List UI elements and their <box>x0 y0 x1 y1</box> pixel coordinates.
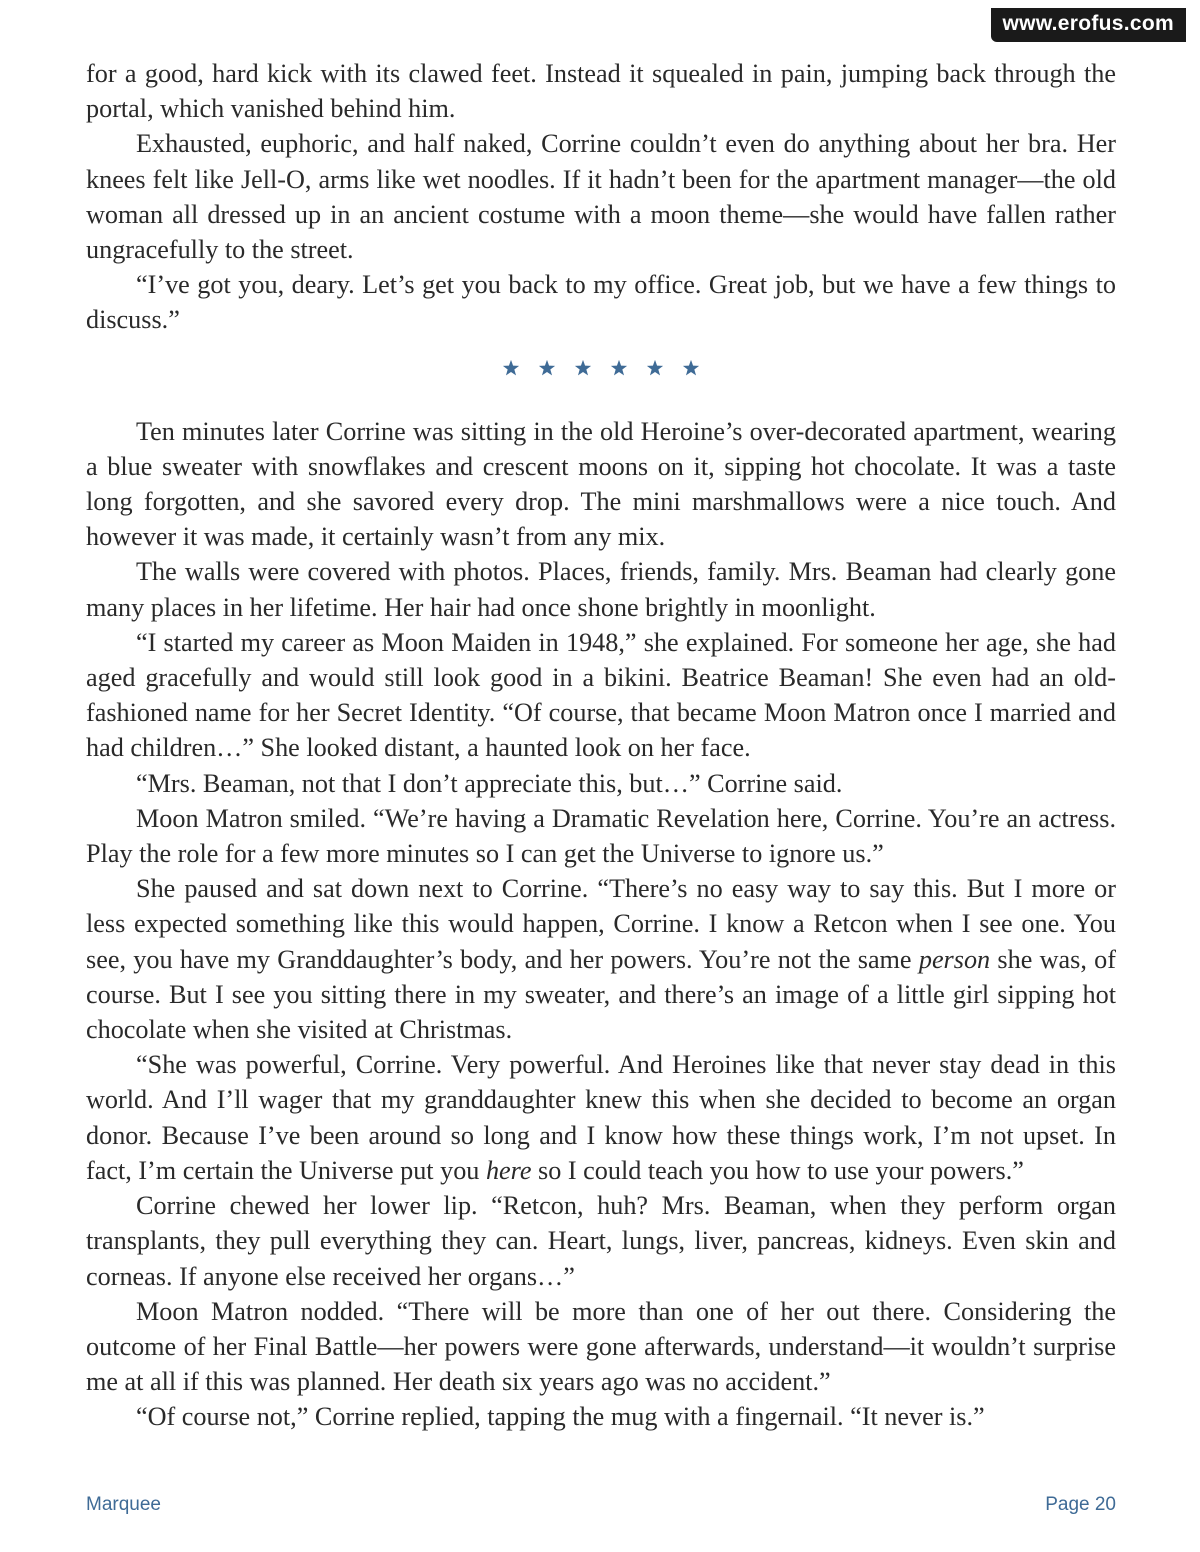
paragraph-text: Exhausted, euphoric, and half naked, Corrine couldn’t even do anything about her bra. Her knees felt like Jell-O, arms like wet noodles. If it hadn’t been for the apartment manager—the old woman all dressed up in an ancient costume with a moon theme—she would have fallen rather ungracefully to the street. <box>86 129 1116 265</box>
paragraph <box>86 126 1116 267</box>
paragraph <box>86 1188 1116 1294</box>
paragraph <box>86 801 1116 871</box>
star-icon <box>646 359 664 377</box>
paragraph <box>86 1399 1116 1434</box>
text-block-top <box>86 56 1116 338</box>
paragraph <box>86 554 1116 624</box>
paragraph-text: “Mrs. Beaman, not that I don’t appreciate this, but…” Corrine said. <box>136 768 843 798</box>
footer-page-number: Page 20 <box>1045 1494 1116 1515</box>
section-divider <box>86 356 1116 380</box>
paragraph <box>86 1294 1116 1400</box>
page-body <box>86 56 1116 1435</box>
paragraph-text: Corrine chewed her lower lip. “Retcon, huh? Mrs. Beaman, when they perform organ transplants, they pull everything they can. Heart, lungs, liver, pancreas, kidneys. Even skin and corneas. If anyone else received her organs…” <box>86 1191 1116 1291</box>
paragraph <box>86 267 1116 337</box>
paragraph-text: for a good, hard kick with its clawed feet. Instead it squealed in pain, jumping back through the portal, which vanished behind him. <box>86 59 1116 124</box>
paragraph-text: she was, of course. But I see you sitting there in my sweater, and there’s an image of a little girl sipping hot chocolate when she visited at Christmas. <box>86 944 1116 1045</box>
italic-text: here <box>485 1155 532 1185</box>
star-icon <box>502 359 520 377</box>
footer-publication-name: Marquee <box>86 1494 161 1515</box>
paragraph <box>86 766 1116 801</box>
star-icon <box>538 359 556 377</box>
text-block-bottom <box>86 414 1116 1435</box>
paragraph-text: “I started my career as Moon Maiden in 1948,” she explained. For someone her age, she had aged gracefully and would still look good in a bikini. Beatrice Beaman! She even had an old-fashioned name for her Secret Identity. “Of course, that became Moon Matron once I married and had children…” She looked distant, a haunted look on her face. <box>86 627 1116 763</box>
paragraph <box>86 56 1116 126</box>
paragraph <box>86 871 1116 1047</box>
paragraph-text: Ten minutes later Corrine was sitting in the old Heroine’s over-decorated apartment, wearing a blue sweater with snowflakes and crescent moons on it, sipping hot chocolate. It was a taste long forgotten, and she savored every drop. The mini marshmallows were a nice touch. And however it was made, it certainly wasn’t from any mix. <box>86 416 1116 552</box>
paragraph <box>86 625 1116 766</box>
paragraph <box>86 1047 1116 1188</box>
star-icon <box>610 359 628 377</box>
paragraph-text: The walls were covered with photos. Places, friends, family. Mrs. Beaman had clearly gone many places in her lifetime. Her hair had once shone brightly in moonlight. <box>86 557 1116 622</box>
paragraph-text: Moon Matron smiled. “We’re having a Dramatic Revelation here, Corrine. You’re an actress. Play the role for a few more minutes so I can get the Universe to ignore us.” <box>86 803 1116 869</box>
paragraph-text: She paused and sat down next to Corrine. “There’s no easy way to say this. But I more or less expected something like this would happen, Corrine. I know a Retcon when I see one. You see, you have my Granddaughter’s body, and her powers. You’re not the same <box>86 874 1116 974</box>
star-icon <box>574 359 592 377</box>
paragraph-text: “Of course not,” Corrine replied, tapping the mug with a fingernail. “It never is.” <box>136 1402 985 1432</box>
star-icon <box>682 359 700 377</box>
watermark: www.erofus.com <box>991 8 1186 42</box>
paragraph <box>86 414 1116 555</box>
paragraph-text: “She was powerful, Corrine. Very powerful. And Heroines like that never stay dead in this world. And I’ll wager that my granddaughter knew this when she decided to become an organ donor. Because I’ve been around so long and I know how these things work, I’m not upset. In fact, I’m certain the Universe put you <box>86 1050 1116 1185</box>
paragraph-text: so I could teach you how to use your powers.” <box>531 1155 1024 1185</box>
paragraph-text: Moon Matron nodded. “There will be more than one of her out there. Considering the outcome of her Final Battle—her powers were gone afterwards, understand—it wouldn’t surprise me at all if this was planned. Her death six years ago was no accident.” <box>86 1296 1116 1397</box>
italic-text: person <box>918 944 991 974</box>
paragraph-text: “I’ve got you, deary. Let’s get you back to my office. Great job, but we have a few things to discuss.” <box>86 270 1116 335</box>
